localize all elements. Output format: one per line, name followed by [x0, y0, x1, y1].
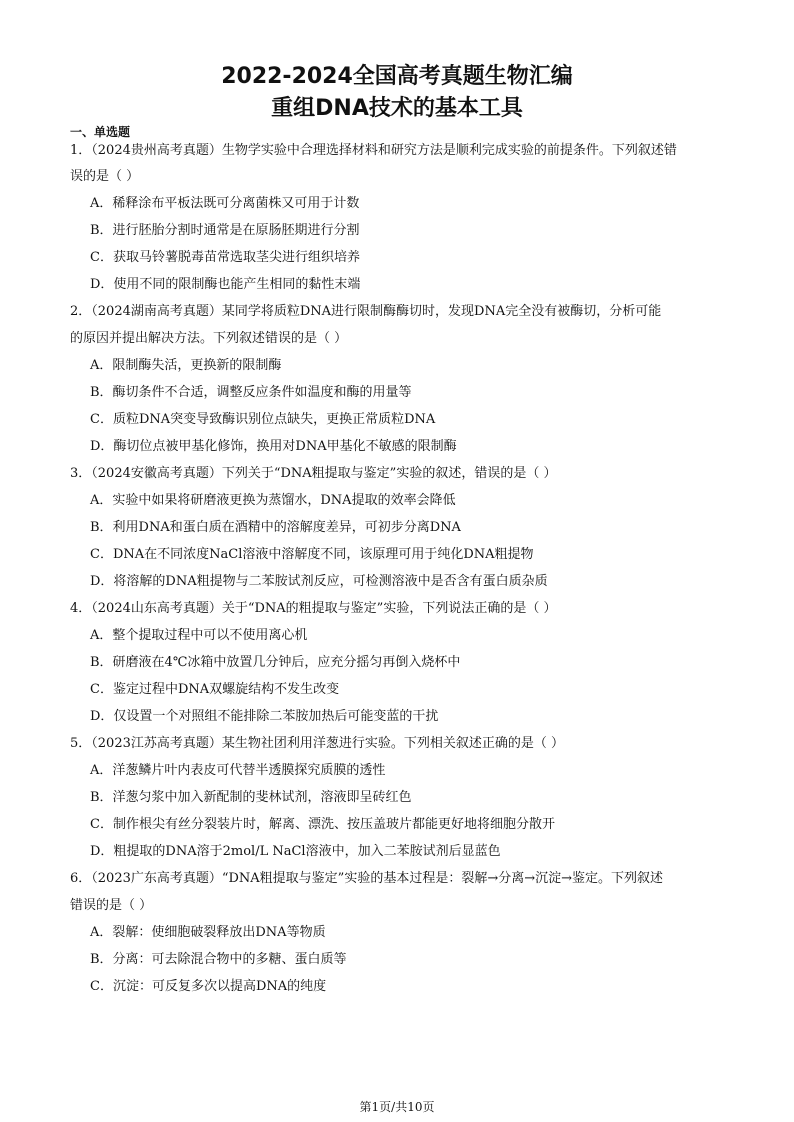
answer-option: C．沉淀：可反复多次以提高DNA的纯度	[90, 979, 327, 994]
answer-option: A．洋葱鳞片叶内表皮可代替半透膜探究质膜的透性	[90, 763, 386, 778]
document-title-line-2: 重组DNA技术的基本工具	[271, 96, 523, 121]
answer-option: D．粗提取的DNA溶于2mol/L NaCl溶液中，加入二苯胺试剂后显蓝色	[90, 844, 501, 859]
question-block	[70, 598, 724, 733]
answer-option: D．将溶解的DNA粗提物与二苯胺试剂反应，可检测溶液中是否含有蛋白质杂质	[90, 574, 548, 589]
question-stem-line: 1．（2024贵州高考真题）生物学实验中合理选择材料和研究方法是顺利完成实验的前提条件。下列叙述错	[70, 143, 677, 158]
question-stem-line: 错误的是（ ）	[70, 898, 153, 913]
answer-option: C．制作根尖有丝分裂装片时，解离、漂洗、按压盖玻片都能更好地将细胞分散开	[90, 817, 555, 832]
answer-option: C．获取马铃薯脱毒苗常选取茎尖进行组织培养	[90, 250, 360, 265]
question-stem-line: 4．（2024山东高考真题）关于“DNA的粗提取与鉴定”实验，下列说法正确的是（ ）	[70, 601, 557, 616]
answer-option: B．研磨液在4℃冰箱中放置几分钟后，应充分摇匀再倒入烧杯中	[90, 655, 461, 670]
answer-option: D．仅设置一个对照组不能排除二苯胺加热后可能变蓝的干扰	[90, 709, 439, 724]
answer-option: A．裂解：使细胞破裂释放出DNA等物质	[90, 925, 326, 940]
question-stem-line: 6．（2023广东高考真题）“DNA粗提取与鉴定”实验的基本过程是：裂解→分离→沉淀→鉴定。下列叙述	[70, 871, 664, 886]
question-stem-line: 2．（2024湖南高考真题）某同学将质粒DNA进行限制酶酶切时，发现DNA完全没有被酶切，分析可能	[70, 304, 662, 319]
answer-option: D．酶切位点被甲基化修饰，换用对DNA甲基化不敏感的限制酶	[90, 439, 457, 454]
question-block	[70, 140, 724, 301]
answer-option: B．利用DNA和蛋白质在酒精中的溶解度差异，可初步分离DNA	[90, 520, 461, 535]
page-number-footer: 第1页/共10页	[359, 1100, 435, 1114]
question-stem-line: 5．（2023江苏高考真题）某生物社团利用洋葱进行实验。下列相关叙述正确的是（ ）	[70, 736, 564, 751]
question-block	[70, 733, 724, 868]
answer-option: D．使用不同的限制酶也能产生相同的黏性末端	[90, 277, 361, 292]
section-heading: 一、单选题	[70, 125, 131, 139]
question-stem-line: 误的是（ ）	[70, 169, 140, 184]
document-title-line-1: 2022-2024全国高考真题生物汇编	[221, 64, 573, 89]
answer-option: A．限制酶失活，更换新的限制酶	[90, 358, 282, 373]
answer-option: B．分离：可去除混合物中的多糖、蛋白质等	[90, 952, 347, 967]
answer-option: B．酶切条件不合适，调整反应条件如温度和酶的用量等	[90, 385, 412, 400]
answer-option: A．整个提取过程中可以不使用离心机	[90, 628, 308, 643]
answer-option: B．洋葱匀浆中加入新配制的斐林试剂，溶液即呈砖红色	[90, 790, 412, 805]
question-stem-line: 的原因并提出解决方法。下列叙述错误的是（ ）	[70, 331, 348, 346]
answer-option: C．质粒DNA突变导致酶识别位点缺失，更换正常质粒DNA	[90, 412, 436, 427]
answer-option: B．进行胚胎分割时通常是在原肠胚期进行分割	[90, 223, 360, 238]
answer-option: C．DNA在不同浓度NaCl溶液中溶解度不同，该原理可用于纯化DNA粗提物	[90, 547, 534, 562]
question-block	[70, 463, 724, 598]
question-list	[70, 140, 724, 1003]
question-stem-line: 3．（2024安徽高考真题）下列关于“DNA粗提取与鉴定”实验的叙述，错误的是（ ）	[70, 466, 557, 481]
answer-option: C．鉴定过程中DNA双螺旋结构不发生改变	[90, 682, 340, 697]
question-block	[70, 301, 724, 463]
answer-option: A．实验中如果将研磨液更换为蒸馏水，DNA提取的效率会降低	[90, 493, 456, 508]
answer-option: A．稀释涂布平板法既可分离菌株又可用于计数	[90, 196, 360, 211]
question-block	[70, 868, 724, 1003]
